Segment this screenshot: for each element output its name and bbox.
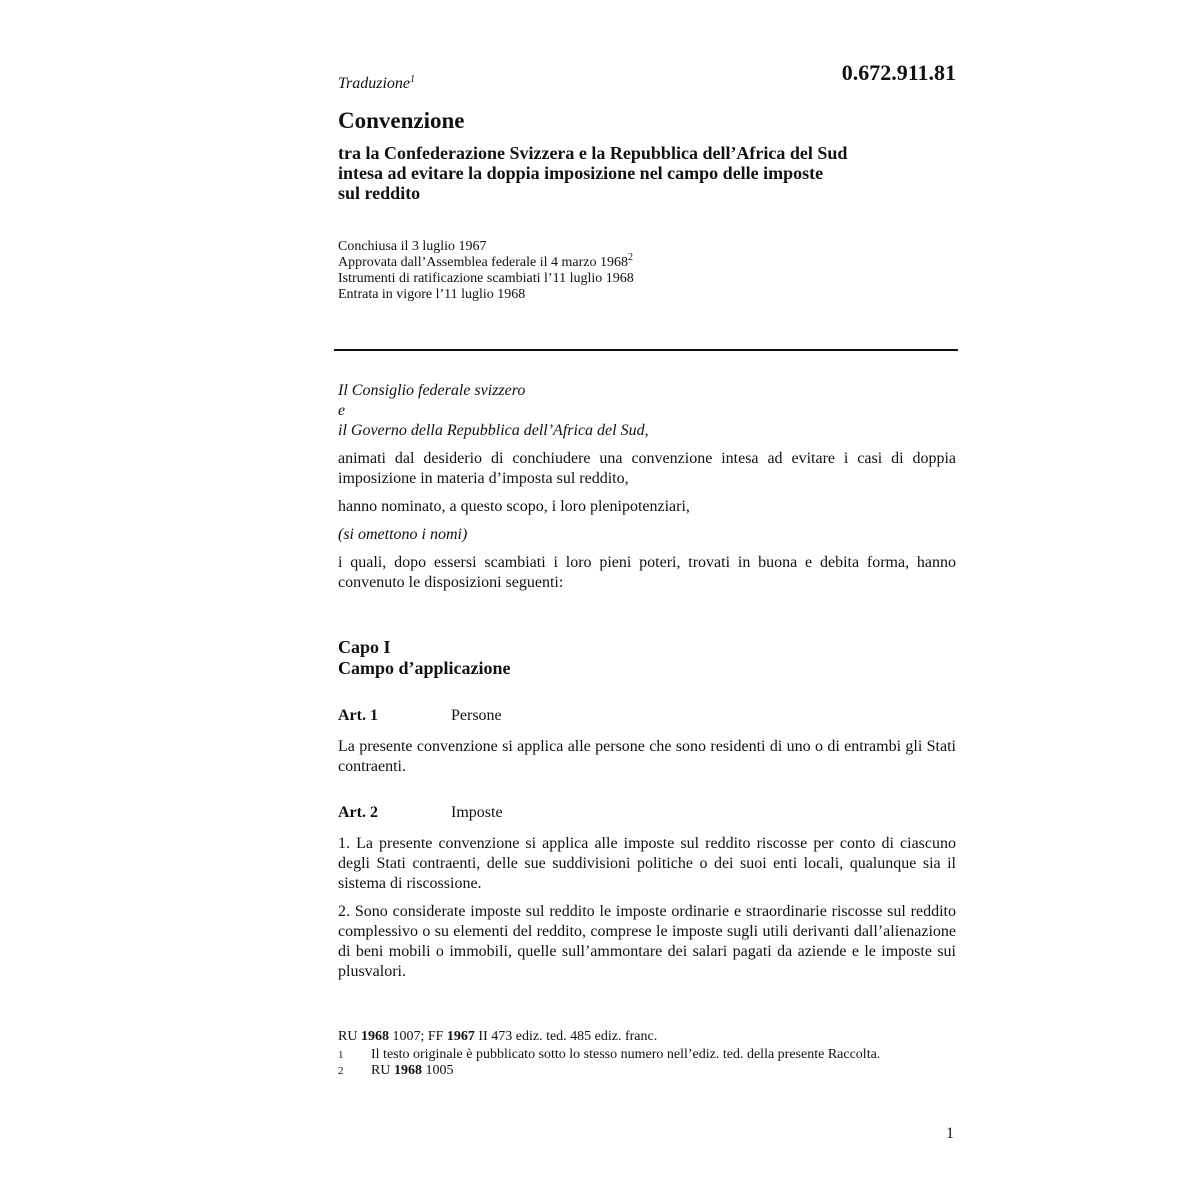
- article-number: Art. 2: [338, 804, 378, 821]
- article-paragraph: La presente convenzione si applica alle persone che sono residenti di uno o di entrambi gli Stati contraenti.: [338, 738, 956, 775]
- article-body: [338, 834, 956, 990]
- preamble-party-1: Il Consiglio federale svizzero: [338, 382, 526, 399]
- footnote-text: Il testo originale è pubblicato sotto lo stesso numero nell’ediz. ted. della presente Raccolta.: [371, 1047, 881, 1062]
- preamble-conjunction: e: [338, 402, 346, 419]
- footnote-ref-2[interactable]: 2: [628, 252, 634, 263]
- article-heading: [338, 707, 502, 725]
- subtitle-line: intesa ad evitare la doppia imposizione nel campo delle imposte: [338, 163, 824, 183]
- date-entry-into-force: Entrata in vigore l’11 luglio 1968: [338, 287, 526, 302]
- preamble: [338, 381, 956, 601]
- article-heading: [338, 804, 503, 822]
- footnote-1: [338, 1047, 938, 1063]
- article-paragraph: 1. La presente convenzione si applica alle imposte sul reddito riscosse per conto di ciascuno degli Stati contraenti, delle sue suddivisioni politiche o dei suoi enti locali, qualunque sia il sistema di riscossione.: [338, 835, 956, 892]
- dates-block: [338, 239, 634, 303]
- date-ratification: Istrumenti di ratificazione scambiati l’11 luglio 1968: [338, 271, 634, 286]
- footnote-text: RU 1968 1005: [371, 1063, 454, 1078]
- date-approved: Approvata dall’Assemblea federale il 4 marzo 1968$^2$: [338, 252, 634, 270]
- chapter-title: Campo d’applicazione: [338, 658, 511, 678]
- preamble-desire: animati dal desiderio di conchiudere una convenzione intesa ad evitare i casi di doppia imposizione in materia d’imposta sul reddito,: [338, 450, 956, 487]
- preamble-party-2: il Governo della Repubblica dell’Africa del Sud,: [338, 422, 649, 439]
- footnote-mark: 2: [338, 1065, 344, 1077]
- article-number: Art. 1: [338, 707, 378, 724]
- preamble-agreed: i quali, dopo essersi scambiati i loro pieni poteri, trovati in buona e debita forma, hanno convenuto le disposizioni seguenti:: [338, 554, 956, 591]
- subtitle-line: tra la Confederazione Svizzera e la Repubblica dell’Africa del Sud: [338, 143, 848, 163]
- footnote-ref-1[interactable]: 1: [410, 74, 416, 85]
- horizontal-divider: [334, 349, 958, 351]
- preamble-appointed: hanno nominato, a questo scopo, i loro plenipotenziari,: [338, 498, 690, 515]
- page-title: Convenzione: [338, 108, 465, 133]
- footnote-2: [338, 1063, 938, 1079]
- chapter-number: Capo I: [338, 637, 391, 657]
- preamble-names-omitted: (si omettono i nomi): [338, 526, 468, 543]
- article-body: [338, 737, 956, 785]
- translation-label: Traduzione$^1$: [338, 74, 416, 92]
- chapter-heading: [338, 637, 511, 679]
- footnote-mark: 1: [338, 1049, 344, 1061]
- article-paragraph: 2. Sono considerate imposte sul reddito le imposte ordinarie e straordinarie riscosse sul reddito complessivo o su elementi del reddito, comprese le imposte sugli utili derivanti dall’alienazione di beni mobili o immobili, quelle sull’ammontare dei salari pagati da aziende e le imposte sui plusvalori.: [338, 903, 956, 980]
- date-concluded: Conchiusa il 3 luglio 1967: [338, 239, 487, 254]
- footnotes: [338, 1029, 938, 1079]
- subtitle-line: sul reddito: [338, 183, 421, 203]
- source-reference: RU 1968 1007; FF 1967 II 473 ediz. ted. 485 ediz. franc.: [338, 1029, 658, 1044]
- article-title: Imposte: [451, 804, 503, 821]
- page-subtitle: [338, 143, 958, 203]
- document-number: 0.672.911.81: [841, 60, 956, 85]
- article-title: Persone: [451, 707, 502, 724]
- page-number: 1: [946, 1125, 954, 1142]
